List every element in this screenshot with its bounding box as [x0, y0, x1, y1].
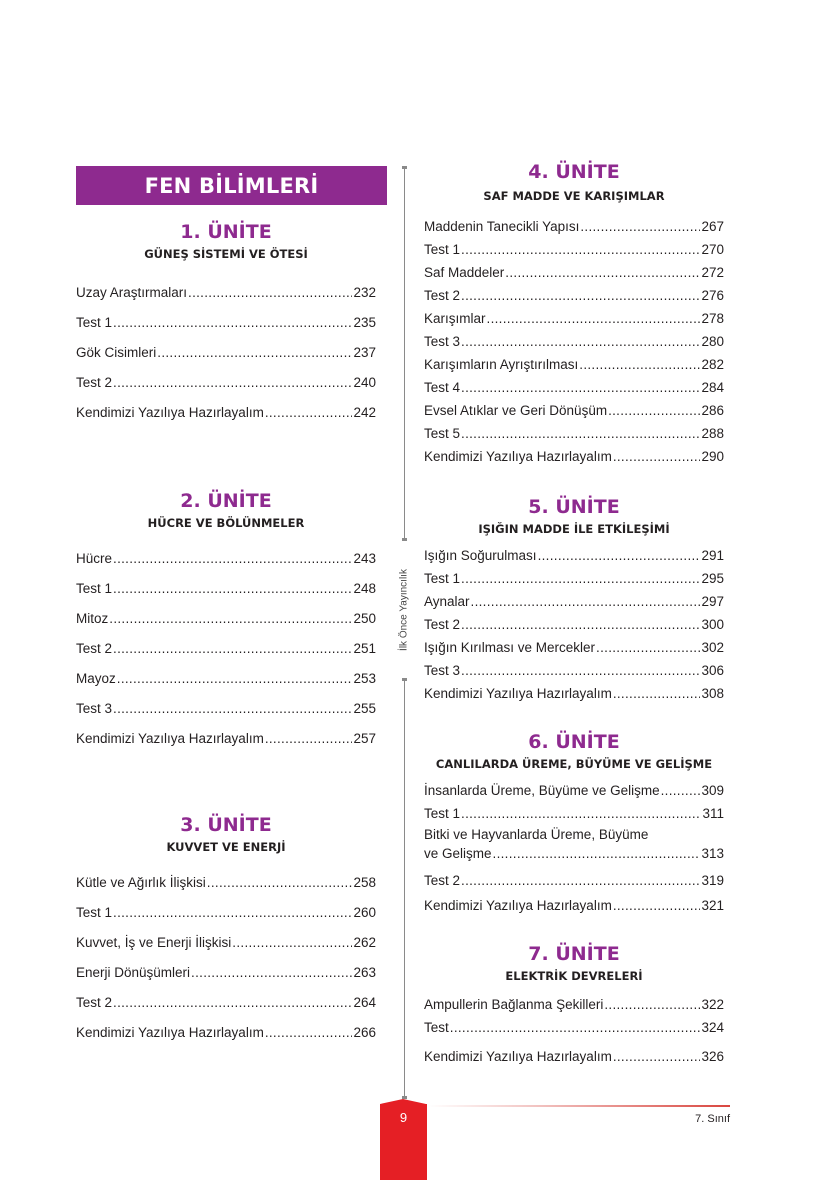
toc-item[interactable]: Test 5 ..... 288 [424, 419, 724, 442]
unit-title: 1. ÜNİTE [180, 221, 272, 243]
toc-item[interactable]: Kendimizi Yazılıya Hazırlayalım ..... 326 [424, 1036, 724, 1065]
unit-6 [424, 730, 724, 914]
unit-2 [76, 489, 376, 747]
toc-item[interactable]: Aynalar ..... 297 [424, 587, 724, 610]
unit-title: 3. ÜNİTE [180, 814, 272, 836]
toc-item[interactable]: Kendimizi Yazılıya Hazırlayalım ..... 266 [76, 1011, 376, 1041]
unit-4 [424, 160, 724, 465]
unit-title: 7. ÜNİTE [528, 943, 620, 965]
unit-3 [76, 813, 376, 1041]
toc-item[interactable]: Test 2 ..... 300 [424, 610, 724, 633]
toc-item[interactable]: Işığın Kırılması ve Mercekler ..... 302 [424, 633, 724, 656]
toc-list [424, 776, 724, 914]
publisher-label: İlk Önce Yayıncılık [398, 569, 410, 651]
toc-list [424, 212, 724, 465]
grade-label: 7. Sınıf [695, 1113, 730, 1125]
footer-rule [428, 1105, 730, 1107]
toc-list [424, 541, 724, 702]
unit-title: 4. ÜNİTE [528, 161, 620, 183]
toc-item[interactable]: Test 1 ..... 235 [76, 301, 376, 331]
unit-subtitle: ELEKTRİK DEVRELERİ [505, 969, 643, 983]
toc-item[interactable]: Evsel Atıklar ve Geri Dönüşüm ..... 286 [424, 396, 724, 419]
toc-item[interactable]: Test 1 ..... 260 [76, 891, 376, 921]
divider-cap [402, 538, 407, 541]
toc-item[interactable]: Hücre ..... 243 [76, 537, 376, 567]
toc-item[interactable]: Işığın Soğurulması ..... 291 [424, 541, 724, 564]
unit-subtitle: GÜNEŞ SİSTEMİ VE ÖTESİ [144, 247, 308, 261]
toc-list [76, 861, 376, 1041]
toc-item[interactable]: İnsanlarda Üreme, Büyüme ve Gelişme ..... 309 [424, 776, 724, 799]
toc-item[interactable]: Test ..... 324 [424, 1013, 724, 1036]
unit-subtitle: SAF MADDE VE KARIŞIMLAR [483, 189, 665, 203]
toc-list [76, 271, 376, 421]
unit-subtitle: KUVVET VE ENERJİ [166, 840, 286, 854]
toc-item[interactable]: Mayoz ..... 253 [76, 657, 376, 687]
divider-line-top [404, 168, 405, 540]
toc-item[interactable]: Kendimizi Yazılıya Hazırlayalım ..... 308 [424, 679, 724, 702]
left-column [76, 166, 376, 1041]
toc-item[interactable]: Mitoz ..... 250 [76, 597, 376, 627]
unit-5 [424, 495, 724, 702]
unit-subtitle: CANLILARDA ÜREME, BÜYÜME VE GELİŞME [435, 757, 713, 771]
unit-1 [76, 220, 376, 421]
toc-item[interactable]: Gök Cisimleri ..... 237 [76, 331, 376, 361]
toc-item[interactable]: Kendimizi Yazılıya Hazırlayalım ..... 290 [424, 442, 724, 465]
unit-title: 2. ÜNİTE [180, 490, 272, 512]
toc-list [424, 990, 724, 1065]
toc-item[interactable]: Test 1 ..... 311 [424, 799, 724, 822]
subject-banner: FEN BİLİMLERİ [76, 166, 387, 205]
toc-item[interactable]: Kütle ve Ağırlık İlişkisi ..... 258 [76, 861, 376, 891]
toc-item[interactable]: Test 1 ..... 248 [76, 567, 376, 597]
toc-item[interactable]: Saf Maddeler ..... 272 [424, 258, 724, 281]
toc-item[interactable]: Test 2 ..... 276 [424, 281, 724, 304]
divider-line-bottom [404, 680, 405, 1098]
page-number: 9 [399, 1110, 408, 1125]
toc-item[interactable]: Test 3 ..... 306 [424, 656, 724, 679]
toc-item[interactable]: Test 2 ..... 240 [76, 361, 376, 391]
unit-title: 5. ÜNİTE [528, 496, 620, 518]
toc-item[interactable]: Kendimizi Yazılıya Hazırlayalım ..... 257 [76, 717, 376, 747]
toc-item[interactable]: Test 2 ..... 251 [76, 627, 376, 657]
unit-subtitle: HÜCRE VE BÖLÜNMELER [147, 516, 305, 530]
toc-item[interactable]: Karışımlar ..... 278 [424, 304, 724, 327]
toc-item[interactable]: Test 2 ..... 319 [424, 866, 724, 889]
toc-item[interactable]: Kuvvet, İş ve Enerji İlişkisi ..... 262 [76, 921, 376, 951]
toc-list [76, 537, 376, 747]
toc-item[interactable]: Kendimizi Yazılıya Hazırlayalım ..... 321 [424, 889, 724, 914]
right-column [424, 160, 724, 1065]
unit-subtitle: IŞIĞIN MADDE İLE ETKİLEŞİMİ [478, 522, 670, 536]
toc-item[interactable]: Test 2 ..... 264 [76, 981, 376, 1011]
toc-item[interactable]: Test 1 ..... 295 [424, 564, 724, 587]
unit-title: 6. ÜNİTE [528, 731, 620, 753]
toc-item[interactable]: Test 3 ..... 255 [76, 687, 376, 717]
toc-item[interactable]: Kendimizi Yazılıya Hazırlayalım ..... 242 [76, 391, 376, 421]
divider-cap [402, 166, 407, 169]
toc-item[interactable]: Test 4 ..... 284 [424, 373, 724, 396]
toc-item[interactable]: Test 3 ..... 280 [424, 327, 724, 350]
toc-item[interactable]: Karışımların Ayrıştırılması ..... 282 [424, 350, 724, 373]
toc-item[interactable]: Uzay Araştırmaları ..... 232 [76, 271, 376, 301]
unit-7 [424, 942, 724, 1065]
toc-item[interactable]: Enerji Dönüşümleri ..... 263 [76, 951, 376, 981]
page-number-tab [380, 1104, 427, 1180]
toc-item[interactable]: Test 1 ..... 270 [424, 235, 724, 258]
toc-item[interactable]: Maddenin Tanecikli Yapısı ..... 267 [424, 212, 724, 235]
toc-item[interactable]: Ampullerin Bağlanma Şekilleri ..... 322 [424, 990, 724, 1013]
toc-item[interactable]: Bitki ve Hayvanlarda Üreme, Büyüme ve Gelişme ..... 313 [424, 822, 724, 866]
